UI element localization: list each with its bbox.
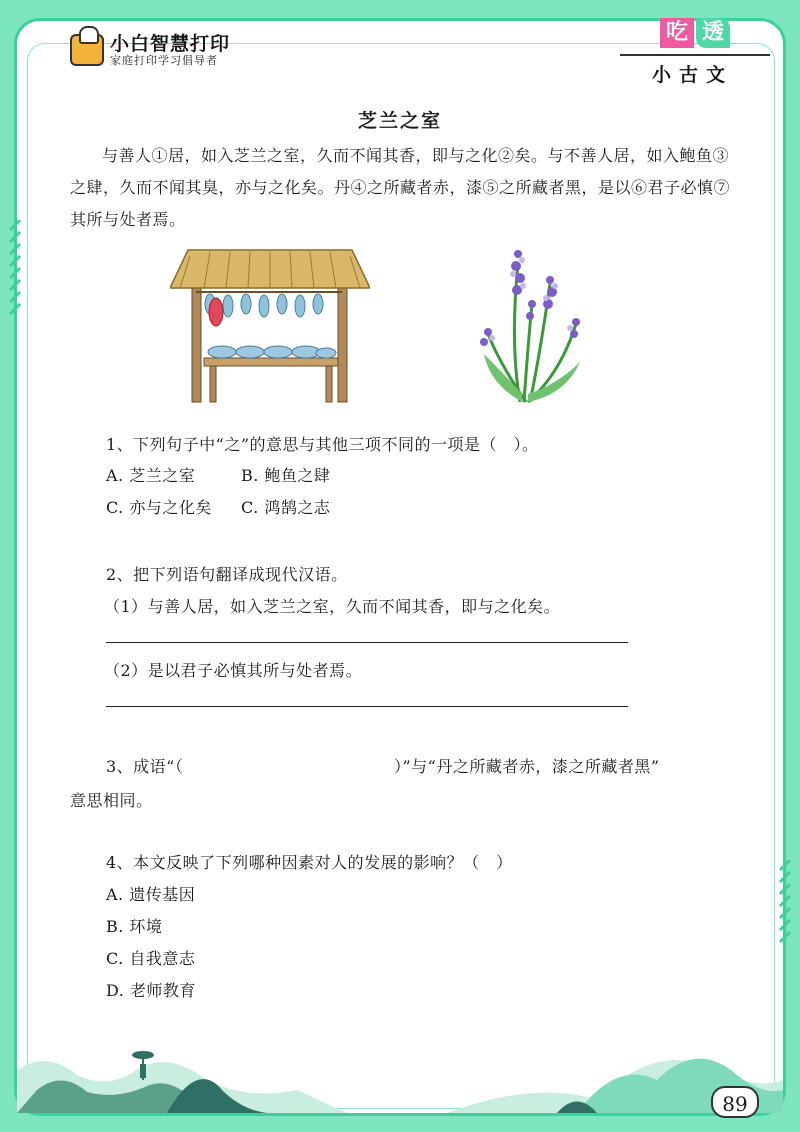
- question-4-text: 4、本文反映了下列哪种因素对人的发展的影响？（ ）: [106, 853, 513, 872]
- question-1-option-a: A. 芝兰之室: [106, 466, 196, 485]
- series-badge: [620, 16, 770, 86]
- question-2-sub-1: （1）与善人居，如入芝兰之室，久而不闻其香，即与之化矣。: [104, 597, 561, 616]
- mountain-landscape-decoration: [17, 1020, 783, 1113]
- series-subtitle: 小古文: [652, 64, 734, 86]
- question-2-text: 2、把下列语句翻译成现代汉语。: [106, 565, 348, 584]
- answer-line-1[interactable]: [106, 642, 628, 643]
- fish-stall-illustration: [170, 246, 370, 404]
- question-2-sub-2: （2）是以君子必慎其所与处者焉。: [104, 661, 363, 680]
- left-hatch-decoration: [8, 220, 22, 330]
- article-title: 芝兰之室: [357, 110, 442, 132]
- question-4-option-c: C. 自我意志: [106, 949, 196, 968]
- series-badge-char-2: 透: [696, 18, 730, 48]
- logo-subtitle: 家庭打印学习倡导者: [110, 53, 218, 67]
- right-hatch-decoration: [778, 860, 792, 970]
- printer-bunny-icon: [70, 34, 104, 66]
- question-3-part-1: 3、成语“（: [106, 757, 184, 776]
- question-4-option-d: D. 老师教育: [106, 981, 196, 1000]
- brand-logo: [70, 34, 230, 67]
- question-1-option-b: B. 鲍鱼之肆: [241, 466, 331, 485]
- question-4-option-a: A. 遗传基因: [106, 885, 196, 904]
- page-number: 89: [711, 1086, 759, 1118]
- answer-line-2[interactable]: [106, 706, 628, 707]
- orchid-flower-illustration: [470, 244, 590, 404]
- question-3-part-2: ）”与“丹之所藏者赤，漆之所藏者黑”: [394, 757, 660, 776]
- logo-title: 小白智慧打印: [110, 33, 231, 55]
- question-4-option-b: B. 环境: [106, 917, 163, 936]
- series-badge-char-1: 吃: [660, 18, 694, 48]
- question-3-part-3: 意思相同。: [70, 791, 153, 810]
- question-1-option-c1: C. 亦与之化矣: [106, 498, 212, 517]
- question-1-text: 1、下列句子中“之”的意思与其他三项不同的一项是（ ）。: [106, 435, 539, 454]
- question-1-option-c2: C. 鸿鹄之志: [241, 498, 331, 517]
- series-divider: [620, 54, 770, 56]
- article-body: 与善人①居，如入芝兰之室，久而不闻其香，即与之化②矣。与不善人居，如入鲍鱼③之肆，久而不闻其臭，亦与之化矣。丹④之所藏者赤，漆⑤之所藏者黑，是以⑥君子必慎⑦其所与处者焉。: [70, 146, 731, 229]
